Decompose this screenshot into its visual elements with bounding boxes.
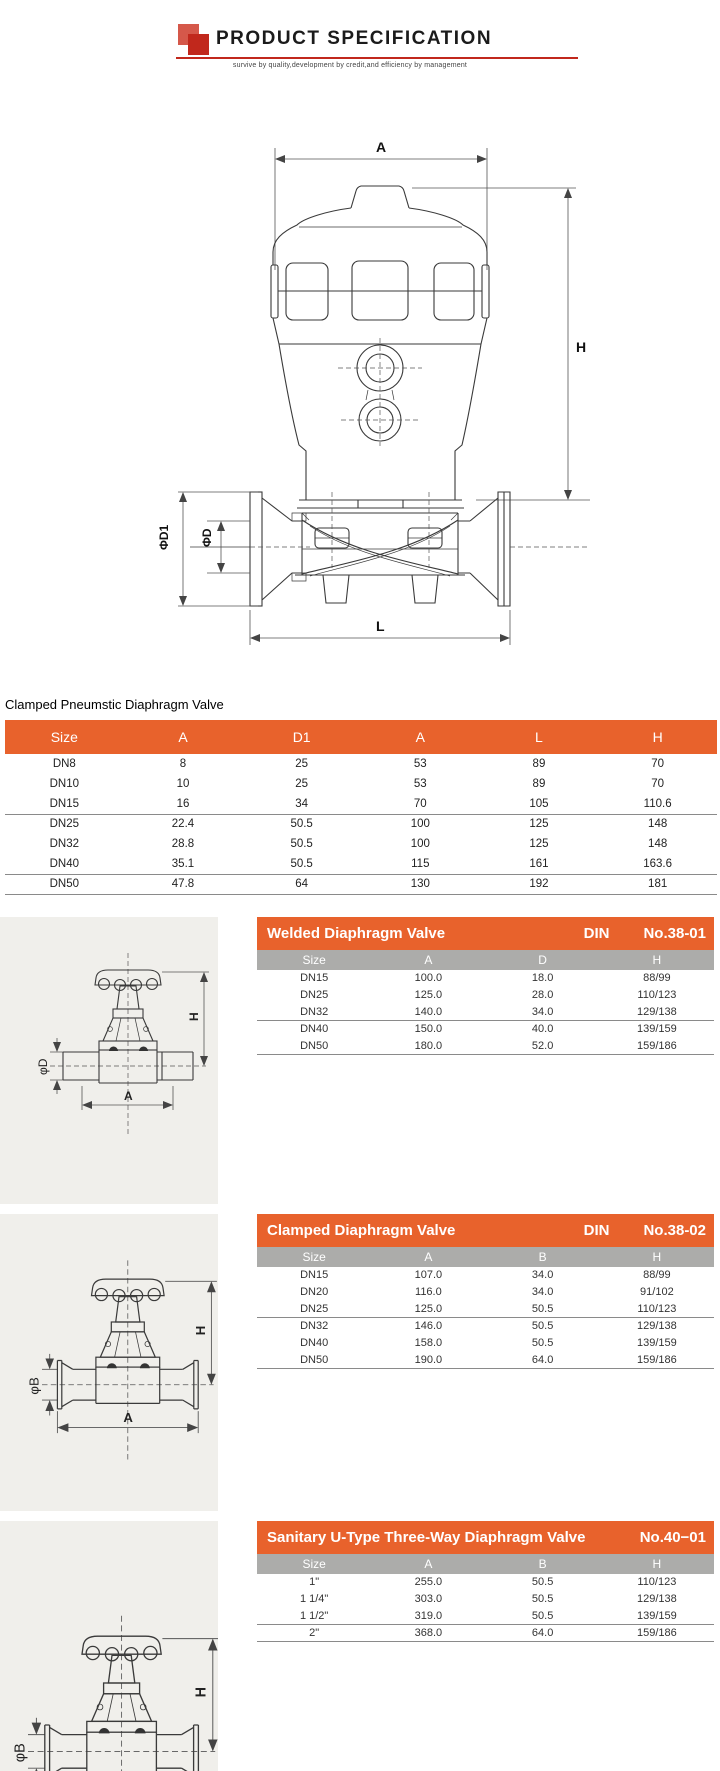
table-row xyxy=(257,1004,714,1021)
section-u-type-three-way-valve xyxy=(0,1521,720,1771)
table-cell: 100 xyxy=(410,838,430,850)
table-cell: 1 1/2" xyxy=(257,1608,371,1625)
dim-label-dia: φB xyxy=(26,1376,42,1395)
column-header: H xyxy=(600,950,714,970)
dim-label-a: A xyxy=(376,139,387,155)
section-header xyxy=(257,1521,714,1554)
table-cell: 53 xyxy=(413,758,427,770)
table-cell: 110/123 xyxy=(600,1301,714,1318)
table-cell: 88/99 xyxy=(643,972,671,984)
table-row xyxy=(257,1267,714,1284)
table-cell: 50.5 xyxy=(486,1301,600,1318)
column-header: D xyxy=(486,950,600,970)
section-clamped-diaphragm-valve xyxy=(0,1214,720,1511)
table-cell: 70 xyxy=(361,794,480,814)
section-number: No.40−01 xyxy=(639,1528,706,1546)
table-row xyxy=(257,1021,714,1038)
table-cell: DN10 xyxy=(49,778,80,790)
brand-title: PRODUCT SPECIFICATION xyxy=(216,28,493,49)
column-header: A xyxy=(124,720,243,754)
dim-label-a: A xyxy=(124,1088,133,1103)
column-header: Size xyxy=(257,1247,371,1267)
table-row xyxy=(257,1574,714,1591)
table-cell: 91/102 xyxy=(640,1286,674,1298)
column-header: A xyxy=(371,950,485,970)
section-content xyxy=(257,1214,714,1511)
table-cell: 89 xyxy=(532,778,546,790)
table-cell: 70 xyxy=(651,758,665,770)
dim-label-a: A xyxy=(123,1409,133,1425)
table-row xyxy=(5,794,717,814)
table-cell: 28.0 xyxy=(531,989,554,1001)
table-cell: 1 1/4" xyxy=(299,1593,329,1605)
table-cell: 64.0 xyxy=(486,1625,600,1642)
main-drawing-caption: Clamped Pneumstic Diaphragm Valve xyxy=(5,697,224,712)
table-cell: 50.5 xyxy=(531,1337,554,1349)
section-spec-table xyxy=(257,1554,714,1643)
section-header xyxy=(257,1214,714,1247)
dim-label-dia: φB xyxy=(12,1742,29,1762)
logo-square-front-icon xyxy=(188,34,209,55)
table-cell: DN32 xyxy=(49,838,80,850)
table-cell: DN25 xyxy=(300,989,329,1001)
section-title: Sanitary U-Type Three-Way Diaphragm Valve xyxy=(267,1528,586,1546)
table-cell: 28.8 xyxy=(171,838,195,850)
column-header: H xyxy=(600,1247,714,1267)
table-cell: 47.8 xyxy=(124,874,243,894)
table-cell: 129/138 xyxy=(600,1004,714,1021)
drawing-panel xyxy=(0,917,218,1204)
table-cell: 129/138 xyxy=(636,1593,677,1605)
dim-label-d: ΦD xyxy=(200,528,214,547)
table-cell: 159/186 xyxy=(600,1038,714,1055)
table-cell: 125.0 xyxy=(371,1301,485,1318)
table-row xyxy=(257,1301,714,1318)
table-cell: DN15 xyxy=(300,972,329,984)
table-cell: 190.0 xyxy=(371,1352,485,1369)
table-cell: 8 xyxy=(179,758,187,770)
table-row xyxy=(257,1038,714,1055)
table-cell: 25 xyxy=(295,758,309,770)
main-table-header-row xyxy=(5,720,717,754)
table-cell: 64.0 xyxy=(486,1352,600,1369)
table-cell: 52.0 xyxy=(486,1038,600,1055)
table-row xyxy=(257,987,714,1004)
table-cell: 303.0 xyxy=(414,1593,443,1605)
table-cell: 159/186 xyxy=(600,1352,714,1369)
table-row xyxy=(5,834,717,854)
section-table-header-row xyxy=(257,1554,714,1574)
table-cell: 34.0 xyxy=(531,1269,554,1281)
table-cell: DN50 xyxy=(257,1352,371,1369)
table-cell: 105 xyxy=(480,794,599,814)
table-cell: 146.0 xyxy=(414,1320,443,1333)
table-cell: 34 xyxy=(242,794,361,814)
table-cell: 125 xyxy=(529,838,549,850)
table-cell: 116.0 xyxy=(415,1286,442,1298)
table-cell: 25 xyxy=(295,778,309,790)
column-header: D1 xyxy=(242,720,361,754)
table-cell: 192 xyxy=(480,874,599,894)
table-cell: DN25 xyxy=(257,1301,371,1318)
table-cell: DN15 xyxy=(300,1269,329,1281)
brand-tagline: survive by quality,development by credit,and efficiency by management xyxy=(232,62,468,69)
table-cell: DN40 xyxy=(300,1023,329,1036)
table-row xyxy=(257,1625,714,1642)
drawing-panel xyxy=(0,1521,218,1771)
page-header xyxy=(0,0,720,90)
table-cell: 34.0 xyxy=(486,1004,600,1021)
table-cell: 18.0 xyxy=(531,972,554,984)
section-spec-table xyxy=(257,950,714,1056)
table-cell: 125.0 xyxy=(414,989,443,1001)
column-header: L xyxy=(480,720,599,754)
valve-drawing-clamped xyxy=(0,1214,218,1511)
drawing-panel xyxy=(0,1214,218,1511)
table-cell: 130 xyxy=(361,874,480,894)
column-header: Size xyxy=(257,1554,371,1574)
table-row xyxy=(5,874,717,894)
table-cell: 64 xyxy=(242,874,361,894)
dim-label-h: H xyxy=(192,1325,208,1335)
table-cell: 100.0 xyxy=(414,972,443,984)
table-row xyxy=(257,1352,714,1369)
table-cell: DN25 xyxy=(49,818,80,831)
table-cell: 139/159 xyxy=(636,1337,677,1349)
table-cell: 89 xyxy=(532,758,546,770)
dim-label-h: H xyxy=(187,1011,201,1021)
table-cell: 35.1 xyxy=(124,854,243,874)
table-cell: 368.0 xyxy=(371,1625,485,1642)
table-cell: 139/159 xyxy=(636,1023,677,1036)
table-row xyxy=(5,814,717,834)
table-cell: 34.0 xyxy=(531,1286,554,1298)
column-header: A xyxy=(371,1247,485,1267)
table-cell: 255.0 xyxy=(414,1576,443,1588)
dim-label-h: H xyxy=(193,1686,210,1697)
column-header: A xyxy=(371,1554,485,1574)
dim-label-l: L xyxy=(376,618,385,634)
table-row xyxy=(257,1318,714,1335)
table-cell: 159/186 xyxy=(600,1625,714,1642)
table-row xyxy=(5,754,717,774)
table-cell: DN40 xyxy=(300,1337,329,1349)
table-row xyxy=(257,1591,714,1608)
dim-label-h: H xyxy=(576,339,587,355)
table-cell: 16 xyxy=(124,794,243,814)
table-cell: 22.4 xyxy=(171,818,195,831)
table-cell: 50.5 xyxy=(242,854,361,874)
table-cell: 163.6 xyxy=(598,854,717,874)
valve-drawing-u-type xyxy=(0,1521,218,1771)
table-cell: DN50 xyxy=(257,1038,371,1055)
valve-drawing-welded xyxy=(0,917,218,1204)
table-cell: 107.0 xyxy=(414,1269,443,1281)
column-header: Size xyxy=(5,720,124,754)
table-cell: DN40 xyxy=(5,854,124,874)
table-cell: 150.0 xyxy=(414,1023,443,1036)
table-cell: 319.0 xyxy=(371,1608,485,1625)
dim-label-dia: φD xyxy=(36,1058,50,1075)
table-cell: DN50 xyxy=(5,874,124,894)
table-row xyxy=(5,774,717,794)
column-header: B xyxy=(486,1247,600,1267)
table-cell: 115 xyxy=(361,854,480,874)
section-standard: DIN xyxy=(583,924,610,942)
table-cell: 110/123 xyxy=(637,989,677,1001)
section-content xyxy=(257,1521,714,1771)
section-title: Welded Diaphragm Valve xyxy=(267,924,446,942)
section-number: No.38-02 xyxy=(643,1221,706,1239)
column-header: H xyxy=(598,720,717,754)
table-cell: 110/123 xyxy=(637,1576,677,1588)
table-row xyxy=(257,1284,714,1301)
table-cell: 161 xyxy=(480,854,599,874)
section-title: Clamped Diaphragm Valve xyxy=(267,1221,456,1239)
table-cell: DN15 xyxy=(5,794,124,814)
table-cell: DN32 xyxy=(257,1004,371,1021)
table-cell: 50.5 xyxy=(290,838,313,850)
table-cell: 50.5 xyxy=(531,1576,554,1588)
table-cell: 50.5 xyxy=(531,1593,554,1605)
table-row xyxy=(5,854,717,874)
column-header: B xyxy=(486,1554,600,1574)
table-cell: 181 xyxy=(598,874,717,894)
table-cell: 148 xyxy=(648,818,668,831)
section-table-header-row xyxy=(257,950,714,970)
table-cell: 140.0 xyxy=(371,1004,485,1021)
dim-label-d1: ΦD1 xyxy=(157,524,171,550)
table-cell: 129/138 xyxy=(636,1320,677,1333)
table-cell: 2" xyxy=(257,1625,371,1642)
table-cell: 180.0 xyxy=(371,1038,485,1055)
section-spec-table xyxy=(257,1247,714,1370)
table-cell: 100 xyxy=(410,818,430,831)
main-technical-drawing xyxy=(0,100,720,685)
table-cell: 50.5 xyxy=(486,1608,600,1625)
table-cell: 10 xyxy=(176,778,190,790)
table-cell: 50.5 xyxy=(290,818,313,831)
section-header xyxy=(257,917,714,950)
table-cell: DN32 xyxy=(300,1320,329,1333)
main-spec-table xyxy=(5,720,717,895)
table-row xyxy=(257,970,714,987)
header-rule xyxy=(176,57,578,59)
table-cell: 53 xyxy=(413,778,427,790)
section-standard: DIN xyxy=(583,1221,610,1239)
table-cell: 88/99 xyxy=(643,1269,671,1281)
table-cell: 125 xyxy=(529,818,549,831)
column-header: A xyxy=(361,720,480,754)
table-cell: 40.0 xyxy=(531,1023,554,1036)
table-cell: 110.6 xyxy=(598,794,717,814)
section-welded-diaphragm-valve xyxy=(0,917,720,1204)
table-cell: 148 xyxy=(648,838,668,850)
table-row xyxy=(257,1608,714,1625)
column-header: H xyxy=(600,1554,714,1574)
table-cell: 70 xyxy=(651,778,665,790)
table-cell: DN8 xyxy=(52,758,76,770)
table-row xyxy=(257,1335,714,1352)
table-cell: DN20 xyxy=(300,1286,329,1298)
section-number: No.38-01 xyxy=(643,924,706,942)
column-header: Size xyxy=(257,950,371,970)
section-content xyxy=(257,917,714,1204)
table-cell: 50.5 xyxy=(531,1320,554,1333)
table-cell: 158.0 xyxy=(414,1337,443,1349)
table-cell: 139/159 xyxy=(600,1608,714,1625)
section-table-header-row xyxy=(257,1247,714,1267)
table-cell: 1" xyxy=(309,1576,320,1588)
